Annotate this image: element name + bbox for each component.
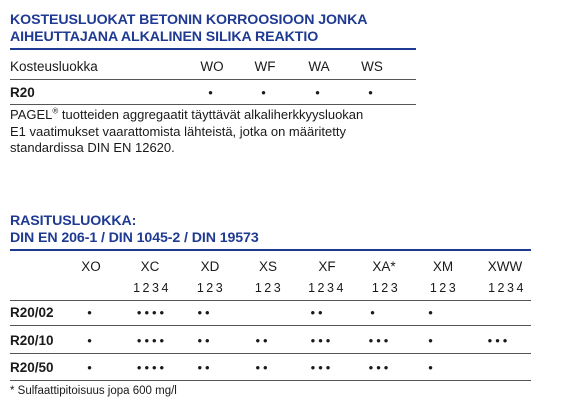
registered-mark: ® <box>52 106 59 116</box>
col-header-xf: XF <box>318 259 336 274</box>
table-cell: •••• <box>136 333 168 348</box>
row-label-r20: R20 <box>10 85 35 100</box>
section1-rule <box>10 48 416 50</box>
subcol-xc: 1234 <box>133 281 171 295</box>
subcol-xf: 1234 <box>308 281 346 295</box>
row-rule <box>10 353 531 354</box>
footnote: * Sulfaattipitoisuus jopa 600 mg/l <box>10 385 177 397</box>
table-cell: •• <box>255 360 271 375</box>
table-cell: •• <box>197 360 213 375</box>
section2-title-line2: DIN EN 206-1 / DIN 1045-2 / DIN 19573 <box>10 230 259 246</box>
table-cell: •• <box>310 305 326 320</box>
table-cell: ••• <box>487 333 511 348</box>
table-cell: • <box>87 333 95 348</box>
section2-header-rule <box>10 300 531 301</box>
table-cell: • <box>87 305 95 320</box>
table-cell: • <box>428 333 436 348</box>
subcol-xww: 1234 <box>488 281 526 295</box>
subcol-xm: 123 <box>429 281 459 295</box>
table-cell: • <box>87 360 95 375</box>
note-line1: tuotteiden aggregaatit täyttävät alkaliherkkyysluokan <box>58 107 364 122</box>
col-header-kosteusluokka: Kosteusluokka <box>10 59 98 74</box>
table-cell: • <box>428 360 436 375</box>
row-label-r20-50: R20/50 <box>10 360 54 375</box>
col-header-ws: WS <box>361 59 383 74</box>
col-header-wo: WO <box>200 59 224 74</box>
col-header-wf: WF <box>254 59 276 74</box>
table-cell: ••• <box>368 360 392 375</box>
mark-ws: • <box>368 85 376 100</box>
subcol-xd: 123 <box>196 281 226 295</box>
col-header-xww: XWW <box>487 259 523 274</box>
section1-header-rule <box>10 79 416 80</box>
mark-wf: • <box>261 85 269 100</box>
table-cell: ••• <box>310 360 334 375</box>
table-cell: •• <box>197 305 213 320</box>
table-cell: ••• <box>310 333 334 348</box>
subcol-xa: 123 <box>371 281 401 295</box>
note-line2: E1 vaatimukset vaarattomista lähteistä, jotka on määritetty <box>10 123 346 139</box>
table-cell: ••• <box>368 333 392 348</box>
section1-row-rule <box>10 104 416 105</box>
section1-note <box>10 107 420 157</box>
mark-wa: • <box>315 85 323 100</box>
mark-wo: • <box>208 85 216 100</box>
section1-title-line1: KOSTEUSLUOKAT BETONIN KORROOSIOON JONKA <box>10 12 368 28</box>
section2-rule <box>10 249 531 251</box>
col-header-xd: XD <box>200 259 220 274</box>
col-header-xs: XS <box>258 259 278 274</box>
table-cell: •• <box>255 333 271 348</box>
note-line3: standardissa DIN EN 12620. <box>10 140 175 155</box>
col-header-xo: XO <box>81 259 101 274</box>
col-header-wa: WA <box>308 59 330 74</box>
row-label-r20-02: R20/02 <box>10 305 54 320</box>
col-header-xa: XA* <box>372 259 396 274</box>
table-cell: •••• <box>136 305 168 320</box>
subcol-xs: 123 <box>254 281 284 295</box>
row-label-r20-10: R20/10 <box>10 333 54 348</box>
section1-title-line2: AIHEUTTAJANA ALKALINEN SILIKA REAKTIO <box>10 29 319 45</box>
row-rule <box>10 325 531 326</box>
section2-title-line1: RASITUSLUOKKA: <box>10 213 137 229</box>
note-brand: PAGEL <box>10 107 53 122</box>
table-cell: • <box>370 305 378 320</box>
col-header-xm: XM <box>432 259 454 274</box>
table-cell: • <box>428 305 436 320</box>
table-cell: •••• <box>136 360 168 375</box>
row-rule <box>10 380 531 381</box>
col-header-xc: XC <box>140 259 160 274</box>
table-cell: •• <box>197 333 213 348</box>
